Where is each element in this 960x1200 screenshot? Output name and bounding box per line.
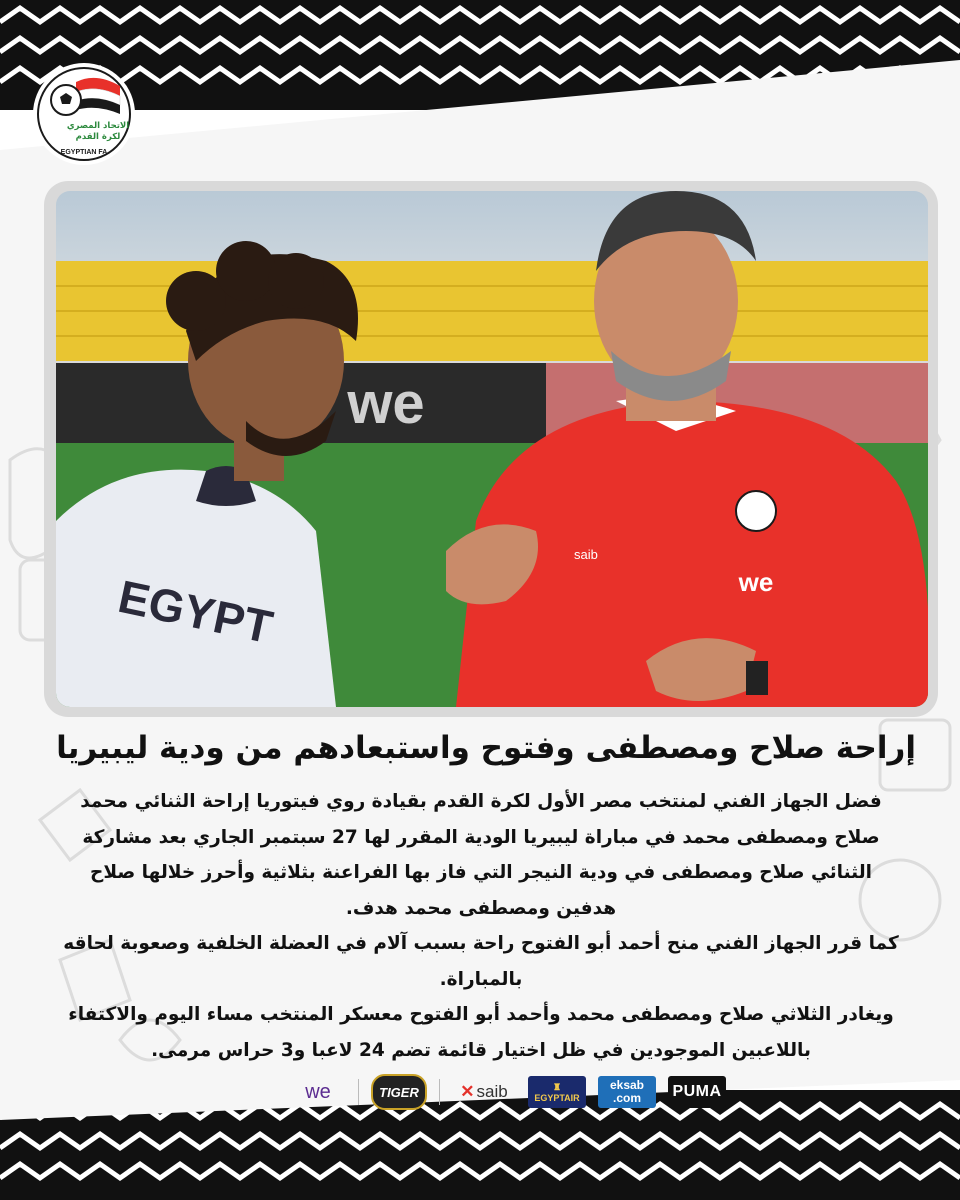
article-paragraph-1: فضل الجهاز الفني لمنتخب مصر الأول لكرة القدم بقيادة روي فيتوريا إراحة الثنائي محمد صلاح ومصطفى محمد في مباراة ليبيريا الودية المقرر لها 27 سبتمبر الجاري بعد مشاركة الثنائي صلاح ومصطفى في ودية النيجر التي فاز بها الفراعنة بثلاثية وأحرز خلالها صلاح هدفين ومصطفى محمد هدف. [80, 791, 882, 919]
tiger-sponsor-label: TIGER [379, 1084, 419, 1100]
svg-text:لكرة القدم: لكرة القدم [75, 132, 121, 142]
training-scene-illustration [56, 191, 928, 707]
svg-text:الاتحاد المصري: الاتحاد المصري [66, 121, 130, 131]
we-sponsor-logo [290, 1076, 346, 1108]
egyptair-sponsor-logo [528, 1076, 586, 1108]
eksab-sponsor-logo [598, 1076, 656, 1108]
headline: إراحة صلاح ومصطفى وفتوح واستبعادهم من ودية ليبيريا [56, 730, 916, 766]
egyptian-fa-logo [36, 66, 132, 162]
svg-text:saib: saib [574, 547, 598, 562]
saib-x-icon: ✕ [460, 1082, 475, 1101]
sponsor-divider [439, 1079, 440, 1105]
puma-sponsor-label: PUMA [672, 1083, 722, 1100]
eksab-sponsor-suffix: .com [612, 1091, 641, 1105]
svg-text:EGYPTIAN FA: EGYPTIAN FA [60, 149, 108, 156]
svg-text:we: we [347, 371, 425, 436]
article-paragraph-3: ويغادر الثلاثي صلاح ومصطفى محمد وأحمد أبو الفتوح معسكر المنتخب مساء اليوم والاكتفاء باللاعبين الموجودين في ظل اختيار قائمة تضم 24 لاعبا و3 حراس مرمى. [68, 1004, 894, 1061]
egyptair-sponsor-label: EGYPTAIR [534, 1092, 580, 1103]
article-body [58, 784, 904, 1068]
saib-sponsor-label: saib [476, 1082, 508, 1101]
sponsor-logos [290, 1074, 726, 1110]
svg-text:EGYPT: EGYPT [113, 569, 278, 654]
puma-sponsor-logo [668, 1076, 726, 1108]
eksab-sponsor-label: eksab [609, 1078, 645, 1092]
sponsor-divider [358, 1079, 359, 1105]
article-paragraph-2: كما قرر الجهاز الفني منح أحمد أبو الفتوح راحة بسبب آلام في العضلة الخلفية وصعوبة لحاقه بالمباراة. [63, 933, 899, 990]
egyptair-falcon-icon: ♜ [552, 1081, 562, 1092]
tiger-sponsor-logo [371, 1074, 427, 1110]
coach-and-player-photo [56, 191, 928, 707]
egyptian-fa-emblem-icon [36, 66, 132, 162]
svg-text:we: we [738, 567, 774, 597]
saib-sponsor-logo [452, 1076, 516, 1108]
we-sponsor-label: we [305, 1080, 331, 1103]
